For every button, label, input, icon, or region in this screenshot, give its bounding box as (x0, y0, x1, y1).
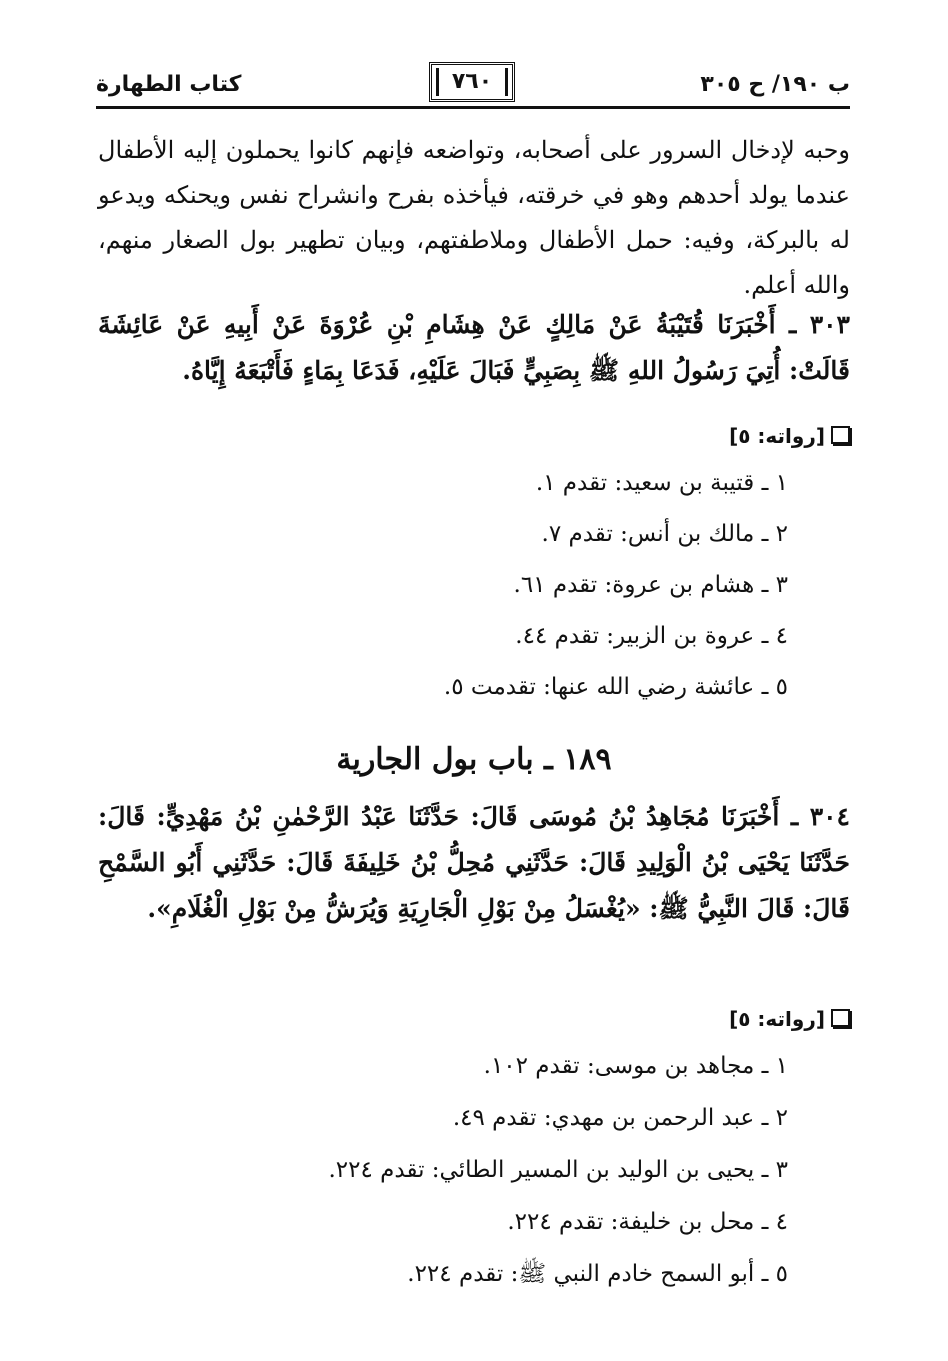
narrators-heading-text: [رواته: ٥] (729, 1007, 825, 1031)
narrators-list-2 (328, 1040, 788, 1300)
list-item: ٤ ـ محل بن خليفة: تقدم ٢٢٤. (507, 1209, 788, 1235)
list-item: ١ ـ قتيبة بن سعيد: تقدم ١. (535, 470, 788, 496)
list-item: ٤ ـ عروة بن الزبير: تقدم ٤٤. (515, 623, 788, 649)
list-item: ٥ ـ أبو السمح خادم النبي ﷺ: تقدم ٢٢٤. (407, 1261, 788, 1287)
header-reference: ب ١٩٠/ ح ٣٠٥ (700, 72, 850, 97)
intro-paragraph: وحبه لإدخال السرور على أصحابه، وتواضعه فإنهم كانوا يحملون إليه الأطفال عندما يولد أحدهم وهو في خرقته، فيأخذه بفرح وانشراح نفس ويحنكه ويدعو له بالبركة، وفيه: حمل الأطفال وملاطفتهم، وبيان تطهير بول الصغار منهم، والله أعلم. (98, 136, 850, 299)
list-item: ٣ ـ يحيى بن الوليد بن المسير الطائي: تقدم ٢٢٤. (328, 1157, 788, 1183)
narrators-heading-2 (729, 1004, 850, 1034)
list-item: ٢ ـ عبد الرحمن بن مهدي: تقدم ٤٩. (452, 1105, 788, 1131)
hadith-304: ٣٠٤ ـ أَخْبَرَنَا مُجَاهِدُ بْنُ مُوسَى قَالَ: حَدَّثَنَا عَبْدُ الرَّحْمٰنِ بْنُ مَهْدِيٍّ: قَالَ: حَدَّثَنَا يَحْيَى بْنُ الْوَلِيدِ قَالَ: حَدَّثَنِي مُحِلُّ بْنُ خَلِيفَةَ قَالَ: حَدَّثَنِي أَبُو السَّمْحِ قَالَ: قَالَ النَّبِيُّ ﷺ: «يُغْسَلُ مِنْ بَوْلِ الْجَارِيَةِ وَيُرَشُّ مِنْ بَوْلِ الْغُلَامِ». (98, 802, 850, 923)
hadith-303: ٣٠٣ ـ أَخْبَرَنَا قُتَيْبَةُ عَنْ مَالِكٍ عَنْ هِشَامِ بْنِ عُرْوَةَ عَنْ أَبِيهِ عَنْ عَائِشَةَ قَالَتْ: أُتِيَ رَسُولُ اللهِ ﷺ بِصَبِيٍّ فَبَالَ عَلَيْهِ، فَدَعَا بِمَاءٍ فَأَتْبَعَهُ إِيَّاهُ. (98, 310, 850, 385)
chapter-title: ١٨٩ ـ باب بول الجارية (336, 742, 612, 777)
narrators-heading-1 (729, 421, 850, 451)
page-number: ٧٦٠ (451, 69, 493, 94)
narrators-list-1 (444, 458, 788, 713)
square-bullet-icon (831, 1009, 850, 1027)
list-item: ١ ـ مجاهد بن موسى: تقدم ١٠٢. (483, 1053, 788, 1079)
list-item: ٥ ـ عائشة رضي الله عنها: تقدمت ٥. (443, 674, 788, 700)
narrators-heading-text: [رواته: ٥] (729, 424, 825, 448)
page-number-box (429, 62, 515, 102)
list-item: ٣ ـ هشام بن عروة: تقدم ٦١. (513, 572, 788, 598)
list-item: ٢ ـ مالك بن أنس: تقدم ٧. (541, 521, 788, 547)
square-bullet-icon (831, 426, 850, 444)
header-book-title: كتاب الطهارة (96, 72, 242, 97)
header-rule (96, 106, 850, 109)
